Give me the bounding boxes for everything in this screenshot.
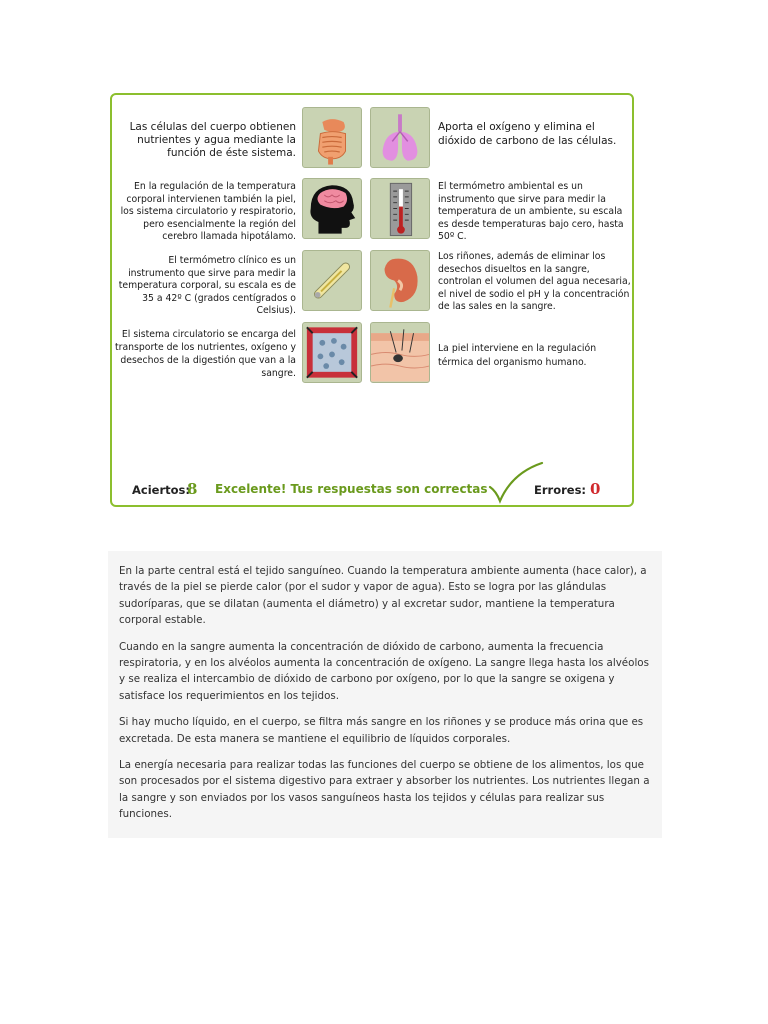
errores-count: 0 xyxy=(590,480,601,498)
errores-label: Errores: xyxy=(534,483,587,497)
row2-right-text: El termómetro ambiental es un instrumento que sirve para medir la temperatura de un ambiente, su escala es desde temperaturas bajo cero, hasta 50º C. xyxy=(438,181,624,242)
blood-cells-icon[interactable] xyxy=(302,322,362,383)
result-message: Excelente! Tus respuestas son correctas xyxy=(215,482,488,496)
row3-left-text: El termómetro clínico es un instrumento que sirve para medir la temperatura corporal, su escala es de 35 a 42º C (grados centígrados o Celsius). xyxy=(118,255,296,316)
row2-left-text: En la regulación de la temperatura corporal intervienen también la piel, los sistema circulatorio y respiratorio, pero esencialmente la región del cerebro llamada hipotálamo. xyxy=(120,181,296,242)
brain-head-icon[interactable] xyxy=(302,178,362,239)
explanation-paragraph-1: En la parte central está el tejido sanguíneo. Cuando la temperatura ambiente aumenta (hace calor), a través de la piel se pierde calor (por el sudor y vapor de agua). Esto se logra por las glándulas sudoríparas, que se dilatan (aumenta el diámetro) y al excretar sudor, mantiene la temperatura corporal estable. xyxy=(119,565,647,627)
lungs-icon[interactable] xyxy=(370,107,430,168)
score-footer xyxy=(112,479,632,503)
aciertos-count: 8 xyxy=(187,480,198,498)
row4-right-text: La piel interviene en la regulación térmica del organismo humano. xyxy=(438,343,597,368)
explanation-paragraph-3: Si hay mucho líquido, en el cuerpo, se filtra más sangre en los riñones y se produce más orina que es excretada. De esta manera se mantiene el equilibrio de líquidos corporales. xyxy=(119,716,644,745)
row1-left-text: Las células del cuerpo obtienen nutrientes y agua mediante la función de éste sistema. xyxy=(129,121,296,159)
row3-right-text: Los riñones, además de eliminar los desechos disueltos en la sangre, controlan el volumen del agua necesaria, el nivel de sodio el pH y la concentración de las sales en la sangre. xyxy=(438,251,631,312)
explanation-paragraph-2: Cuando en la sangre aumenta la concentración de dióxido de carbono, aumenta la frecuencia respiratoria, y en los alvéolos aumenta la concentración de oxígeno. La sangre llega hasta los alvéolos y se realiza el intercambio de dióxido de carbono por oxígeno, por lo que la sangre se oxigena y satisface los requerimientos en los tejidos. xyxy=(119,640,649,702)
digestive-system-icon[interactable] xyxy=(302,107,362,168)
explanation-paragraph-4: La energía necesaria para realizar todas las funciones del cuerpo se obtiene de los alimentos, los que son procesados por el sistema digestivo para extraer y absorber los nutrientes. Los nutrientes llegan a la sangre y son enviados por los vasos sanguíneos hasta los tejidos y células para realizar sus funciones. xyxy=(119,759,650,821)
skin-layer-icon[interactable] xyxy=(370,322,430,383)
quiz-panel xyxy=(110,93,634,507)
clinical-thermometer-icon[interactable] xyxy=(302,250,362,311)
kidney-icon[interactable] xyxy=(370,250,430,311)
row1-right-text: Aporta el oxígeno y elimina el dióxido de carbono de las células. xyxy=(438,121,617,147)
wall-thermometer-icon[interactable] xyxy=(370,178,430,239)
row4-left-text: El sistema circulatorio se encarga del transporte de los nutrientes, oxígeno y desechos de la digestión que van a la sangre. xyxy=(115,329,296,379)
explanation-box xyxy=(108,551,662,838)
aciertos-label: Aciertos: xyxy=(132,483,190,497)
